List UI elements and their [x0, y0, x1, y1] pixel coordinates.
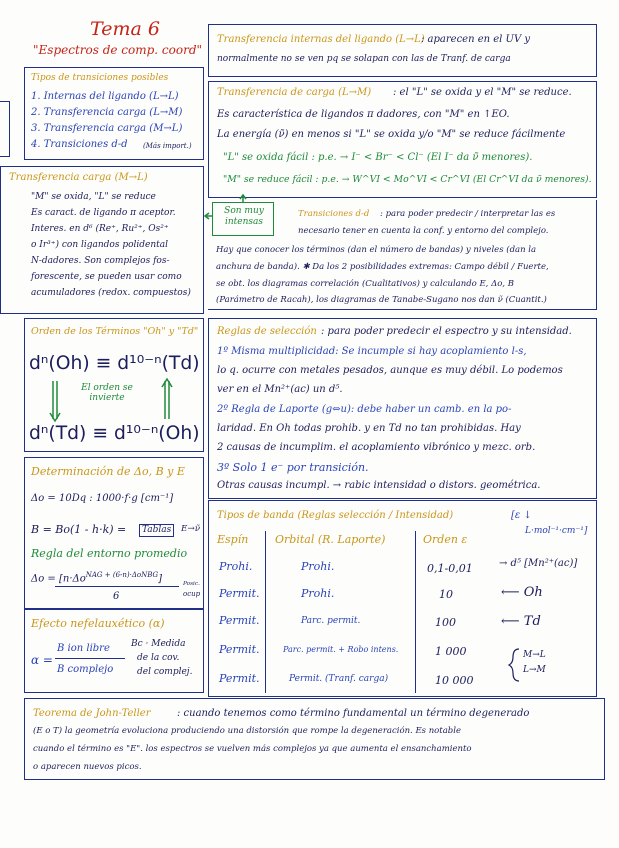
internas-ligando-line: normalmente no se ven pq se solapan con las de Tranf. de carga [217, 54, 511, 64]
double-arrows-icon [25, 319, 205, 453]
tipos-item: 1. Internas del ligando (L→L) [31, 91, 179, 102]
dd-line: necesario tener en cuenta la conf. y entorno del complejo. [298, 226, 549, 236]
tipos-heading: Tipos de transiciones posibles [31, 73, 169, 83]
cell-orden: 100 [435, 616, 456, 629]
reglas-line: laridad. En Oh todas prohib. y en Td no tan prohibidas. Hay [217, 423, 521, 434]
tablas-label: Tablas [139, 524, 174, 537]
tipos-item: 2. Transferencia carga (L→M) [31, 107, 183, 118]
det-eq3-part: Δo = [n·Δo [31, 573, 86, 585]
tipos-transiciones-box [24, 67, 204, 160]
ml-line: "M" se oxida, "L" se reduce [31, 192, 156, 202]
reglas-line: 2 causas de incumplim. el acoplamiento vibrónico y mezc. orb. [217, 442, 536, 453]
reglas-line: Otras causas incumpl. → rabic intensidad o distors. geométrica. [217, 480, 541, 491]
banda-eps: [ε ↓ [511, 510, 532, 521]
transiciones-dd-box [208, 200, 597, 310]
det-eq3 [31, 572, 162, 584]
dd-line: (Parámetro de Racah), los diagramas de Tanabe-Sugano nos dan ν̃ (Cuantit.) [216, 295, 547, 305]
dd-line: se obt. los diagramas correlación (Cualitativos) y calculando E, Δo, B [216, 279, 514, 289]
cell-spin: Permit. [219, 587, 260, 600]
nef-den: B complejo [57, 664, 114, 675]
nef-right: Bc · Medida [131, 639, 186, 649]
cell-orden: 1 000 [435, 645, 467, 658]
reglas-line: 2º Regla de Laporte (g⇔u): debe haber un camb. en la po- [217, 404, 512, 415]
nef-right: de la cov. [137, 653, 180, 663]
reglas-seleccion-box [208, 318, 597, 499]
ml-heading: Transferencia carga (M→L) [9, 172, 148, 183]
lm-line: "L" se oxida fácil : p.e. → I⁻ < Br⁻ < Cl⁻ (El I⁻ da ν̃ menores). [223, 152, 533, 163]
dd-line: Hay que conocer los términos (dan el número de bandas) y niveles (dan la [216, 245, 537, 255]
det-ev: E→ν̃ [181, 524, 201, 534]
lm-line: "M" se reduce fácil : p.e. → W^VI < Mo^VI < Cr^VI (El Cr^VI da ν̃ menores). [223, 174, 592, 185]
cell-orbital: Parc. permit. [301, 616, 361, 626]
cell-nota: ⟵ Td [501, 614, 541, 629]
ml-line: acumuladores (redox. compuestos) [31, 288, 191, 298]
det-eq3-sup: NBG [141, 571, 159, 579]
cell-nota: L→M [523, 665, 546, 675]
dd-heading: Transiciones d-d [298, 209, 370, 219]
determinacion-box [24, 457, 204, 609]
brace-icon [209, 501, 598, 698]
cell-orbital: Prohi. [301, 560, 335, 573]
col-header-orbital: Orbital (R. Laporte) [275, 533, 386, 546]
jt-line: (E o T) la geometría evoluciona produciendo una distorsión que rompe la degeneración. Es notable [33, 726, 461, 736]
dd-line: : para poder predecir / interpretar las es [380, 209, 556, 219]
det-heading: Determinación de Δo, B y E [31, 465, 185, 478]
tipos-note: (Más import.) [143, 142, 192, 150]
nef-num: B ion libre [57, 643, 110, 654]
cell-orden: 10 000 [435, 674, 474, 687]
lm-line: La energía (ν̃) en menos si "L" se oxida y/o "M" se reduce fácilmente [217, 129, 566, 140]
lm-line: Es característica de ligandos π dadores, con "M" en ↑EO. [217, 109, 510, 120]
page-subtitle: "Espectros de comp. coord" [33, 43, 203, 57]
cell-nota: M→L [523, 650, 546, 660]
det-regla: Regla del entorno promedio [31, 547, 188, 560]
cell-spin: Permit. [219, 614, 260, 627]
orden-terminos-box [24, 318, 204, 452]
reglas-line: ver en el Mn²⁺(ac) un d⁵. [217, 384, 343, 395]
ml-line: Interes. en d⁶ (Re⁺, Ru²⁺, Os²⁺ [31, 224, 169, 234]
det-eq3-sup: NAG + (6-n)·Δo [85, 571, 142, 579]
reglas-heading: Reglas de selección [217, 326, 317, 337]
internas-ligando-box [208, 24, 597, 77]
det-den: 6 [113, 591, 120, 602]
nef-fraction-bar [55, 658, 125, 659]
cell-orbital: Permit. (Tranf. carga) [289, 674, 389, 684]
ml-line: Es caract. de ligando π aceptor. [31, 208, 176, 218]
cell-orden: 10 [439, 588, 453, 601]
muy-intensas-label: Son muy intensas [224, 206, 264, 227]
orden-heading: Orden de los Términos "Oh" y "Td" [31, 326, 199, 337]
internas-ligando-heading: Transferencia internas del ligando (L→L) [217, 34, 425, 45]
cell-orbital: Parc. permit. + Robo intens. [283, 645, 399, 654]
ml-line: o Ir³⁺) con ligandos polidental [31, 240, 169, 250]
reglas-line: lo q. ocurre con metales pesados, aunque es muy débil. Lo podemos [217, 365, 563, 376]
orden-eq1: dⁿ(Oh) ≡ d¹⁰⁻ⁿ(Td) [29, 353, 200, 374]
reglas-line: : para poder predecir el espectro y su intensidad. [321, 326, 572, 337]
fraction-bar [55, 586, 179, 587]
banda-eps-units: L·mol⁻¹·cm⁻¹] [525, 526, 588, 536]
ml-line: N-dadores. Son complejos fos- [31, 256, 170, 266]
jt-line: o aparecen nuevos picos. [33, 762, 142, 772]
orden-note: El orden se invierte [81, 383, 133, 404]
nefelauxetico-box [24, 609, 204, 693]
cell-nota: ⟵ Oh [501, 585, 543, 600]
edge-box [0, 101, 10, 157]
cell-orbital: Prohi. [301, 587, 335, 600]
internas-ligando-line: : aparecen en el UV y [421, 34, 531, 45]
cell-spin: Permit. [219, 672, 260, 685]
reglas-line: 3º Solo 1 e⁻ por transición. [217, 461, 369, 474]
det-eq1: Δo = 10Dq : 1000·f·g [cm⁻¹] [31, 493, 174, 504]
jahn-teller-box [24, 698, 605, 780]
page-title: Tema 6 [90, 18, 160, 40]
col-header-spin: Espín [217, 533, 249, 546]
lm-heading: Transferencia de carga (L→M) [217, 87, 372, 98]
cell-orden: 0,1-0,01 [427, 562, 473, 575]
banda-heading: Tipos de banda (Reglas selección / Intensidad) [217, 510, 454, 521]
cell-spin: Permit. [219, 643, 260, 656]
cell-nota: → d⁵ [Mn²⁺(ac)] [499, 558, 578, 569]
tipos-item: 4. Transiciones d-d [31, 139, 128, 150]
det-eq2: B = Bo(1 - h·k) = [31, 523, 127, 536]
nef-right: del complej. [137, 667, 193, 677]
nef-heading: Efecto nefelauxético (α) [31, 617, 165, 630]
reglas-line: 1º Misma multiplicidad: Se incumple si hay acoplamiento l-s, [217, 346, 527, 357]
transferencia-lm-box [208, 81, 597, 198]
nef-alpha: α = [31, 653, 53, 667]
det-posic: Posic. [183, 581, 200, 587]
cell-spin: Prohi. [219, 560, 253, 573]
transferencia-ml-box [0, 166, 204, 314]
jt-line: : cuando tenemos como término fundamental un término degenerado [177, 708, 530, 719]
det-ocup: ocup [183, 590, 201, 598]
det-eq3-part: ] [158, 573, 163, 585]
jt-heading: Teorema de John-Teller [33, 708, 151, 719]
orden-eq2: dⁿ(Td) ≡ d¹⁰⁻ⁿ(Oh) [29, 423, 200, 444]
lm-line: : el "L" se oxida y el "M" se reduce. [393, 87, 572, 98]
col-header-orden: Orden ε [423, 533, 468, 546]
ml-line: forescente, se pueden usar como [31, 272, 182, 282]
tipos-item: 3. Transferencia carga (M→L) [31, 123, 183, 134]
dd-line: anchura de banda). ✱ Da los 2 posibilidades extremas: Campo débil / Fuerte, [216, 262, 549, 272]
jt-line: cuando el término es "E". los espectros se vuelven más complejos ya que aumenta el ensanchamiento [33, 744, 472, 754]
tipos-banda-box [208, 500, 597, 697]
